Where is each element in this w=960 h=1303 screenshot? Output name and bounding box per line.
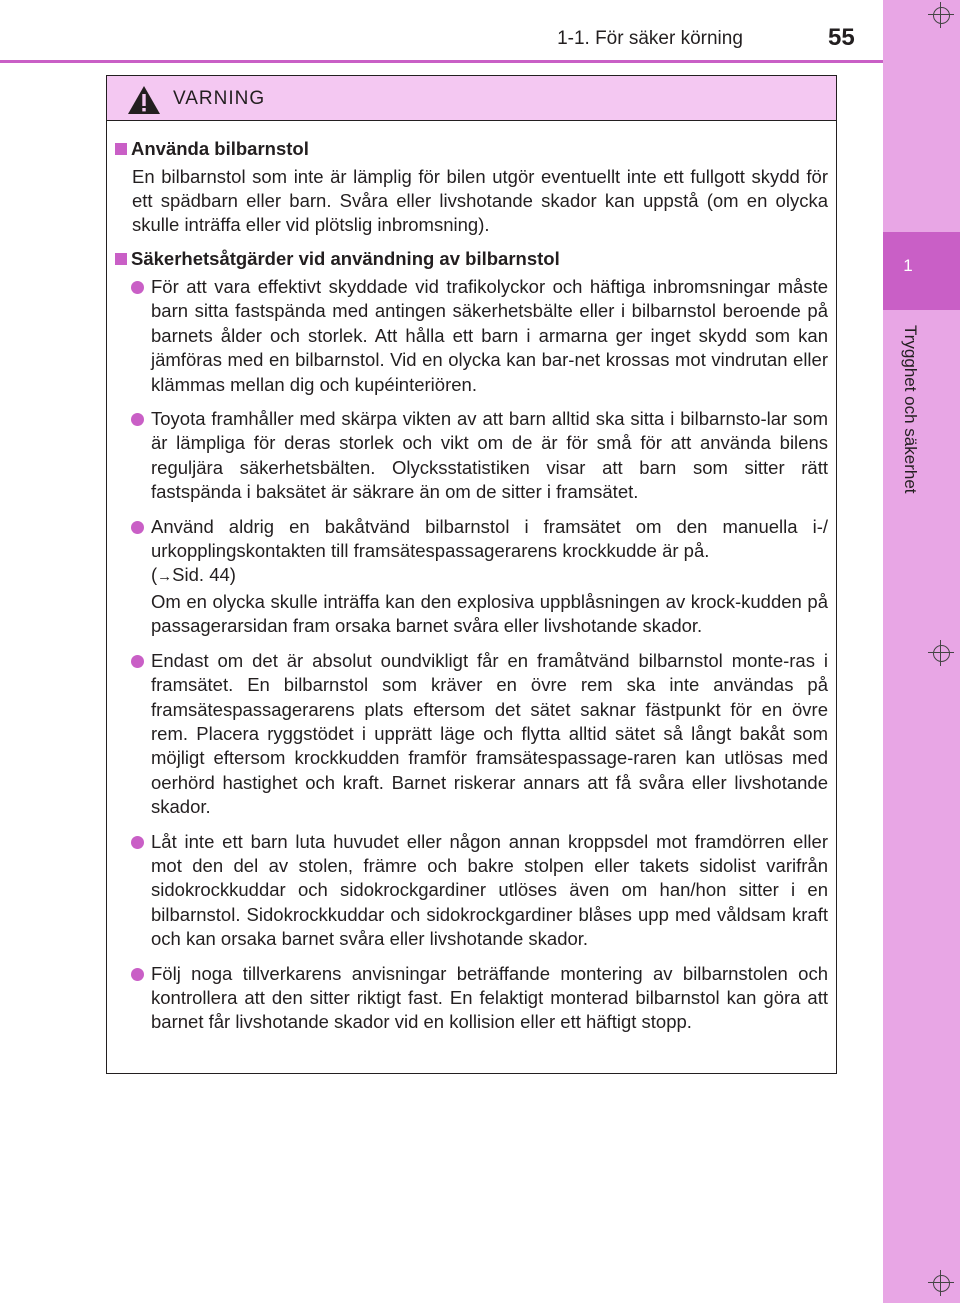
bullet-item: För att vara effektivt skyddade vid trafikolyckor och häftiga inbromsningar måste barn sitta fastspända med antingen säkerhetsbälte eller i bilbarnstol beroende på barnets ålder och storlek. Att hålla ett barn i armarna ger inget skydd som kan jämföras med en bilbarnstol. Vid en olycka kan bar-net krossas mot vindrutan eller klämmas mellan dig och kupéinteriören. <box>107 275 828 397</box>
header-rule <box>0 60 883 63</box>
page-reference[interactable]: (→Sid. 44) <box>151 564 236 586</box>
square-bullet-icon <box>115 143 127 155</box>
warning-triangle-icon <box>127 85 161 115</box>
section-heading: Säkerhetsåtgärder vid användning av bilbarnstol <box>107 247 828 271</box>
chapter-title: Trygghet och säkerhet <box>901 325 920 494</box>
warning-header <box>107 76 836 121</box>
warning-body <box>107 121 836 1035</box>
circle-bullet-icon <box>131 968 144 981</box>
chapter-number: 1 <box>903 256 913 275</box>
circle-bullet-icon <box>131 413 144 426</box>
section-heading: Använda bilbarnstol <box>107 137 828 161</box>
section-title: 1-1. För säker körning <box>557 28 743 49</box>
warning-title: VARNING <box>173 88 266 109</box>
circle-bullet-icon <box>131 281 144 294</box>
bullet-item: Låt inte ett barn luta huvudet eller någon annan kroppsdel mot framdörren eller mot den del av stolen, främre och bakre stolpen eller takets sidolist varifrån sidokrockkuddar och sidokrockgardiner utlöses även om han/hon sitter i en bilbarnstol. Sidokrockkuddar och sidokrockgardiner blåses upp med våldsam kraft och kan orsaka barnet svåra eller livshotande skador. <box>107 830 828 952</box>
page-number: 55 <box>828 24 855 51</box>
bullet-item: Endast om det är absolut oundvikligt får en framåtvänd bilbarnstol monte-ras i framsätet. En bilbarnstol som kräver en övre rem ska inte användas på framsätespassagerarens plats eftersom det sätet saknar fästpunkt för en övre rem. Placera ryggstödet i upprätt läge och flytta alltid sätet så långt bakåt som möjligt eftersom krockkudden framför framsätespassage-raren kan utlösas med oerhörd hastighet och kraft. Barnet riskerar annars att få svåra eller livshotande skador. <box>107 649 828 820</box>
arrow-right-icon: → <box>157 568 173 586</box>
bullet-item: Använd aldrig en bakåtvänd bilbarnstol i framsätet om den manuella i-/ urkopplingskontakten till framsätespassagerarens krockkudde är på. (→Sid. 44) Om en olycka skulle inträffa kan den explosiva uppblåsningen av krock-kudden på passagerarsidan fram orsaka barnet svåra eller livshotande skador. <box>107 515 828 639</box>
bullet-item: Toyota framhåller med skärpa vikten av att barn alltid ska sitta i bilbarnsto-lar som är lämpliga för deras storlek och vikt om de är för små för att använda bilens reguljära säkerhetsbälten. Olycksstatistiken visar att barn som sitter rätt fastspända i baksätet är säkrare än om de sitter i framsätet. <box>107 407 828 505</box>
registration-mark-icon <box>928 640 954 666</box>
bullet-item: Följ noga tillverkarens anvisningar beträffande montering av bilbarnstolen och kontrollera att den sitter riktigt fast. En felaktigt monterad bilbarnstol kan göra att barnet får livshotande skador vid en kollision eller ett häftigt stopp. <box>107 962 828 1035</box>
warning-box <box>106 75 837 1074</box>
registration-mark-icon <box>928 2 954 28</box>
circle-bullet-icon <box>131 521 144 534</box>
circle-bullet-icon <box>131 836 144 849</box>
square-bullet-icon <box>115 253 127 265</box>
section-paragraph: En bilbarnstol som inte är lämplig för bilen utgör eventuellt inte ett fullgott skydd för ett spädbarn eller barn. Svåra eller livshotande skador kan uppstå (om en olycka skulle inträffa eller vid plötslig inbromsning). <box>132 166 828 235</box>
registration-mark-icon <box>928 1270 954 1296</box>
circle-bullet-icon <box>131 655 144 668</box>
